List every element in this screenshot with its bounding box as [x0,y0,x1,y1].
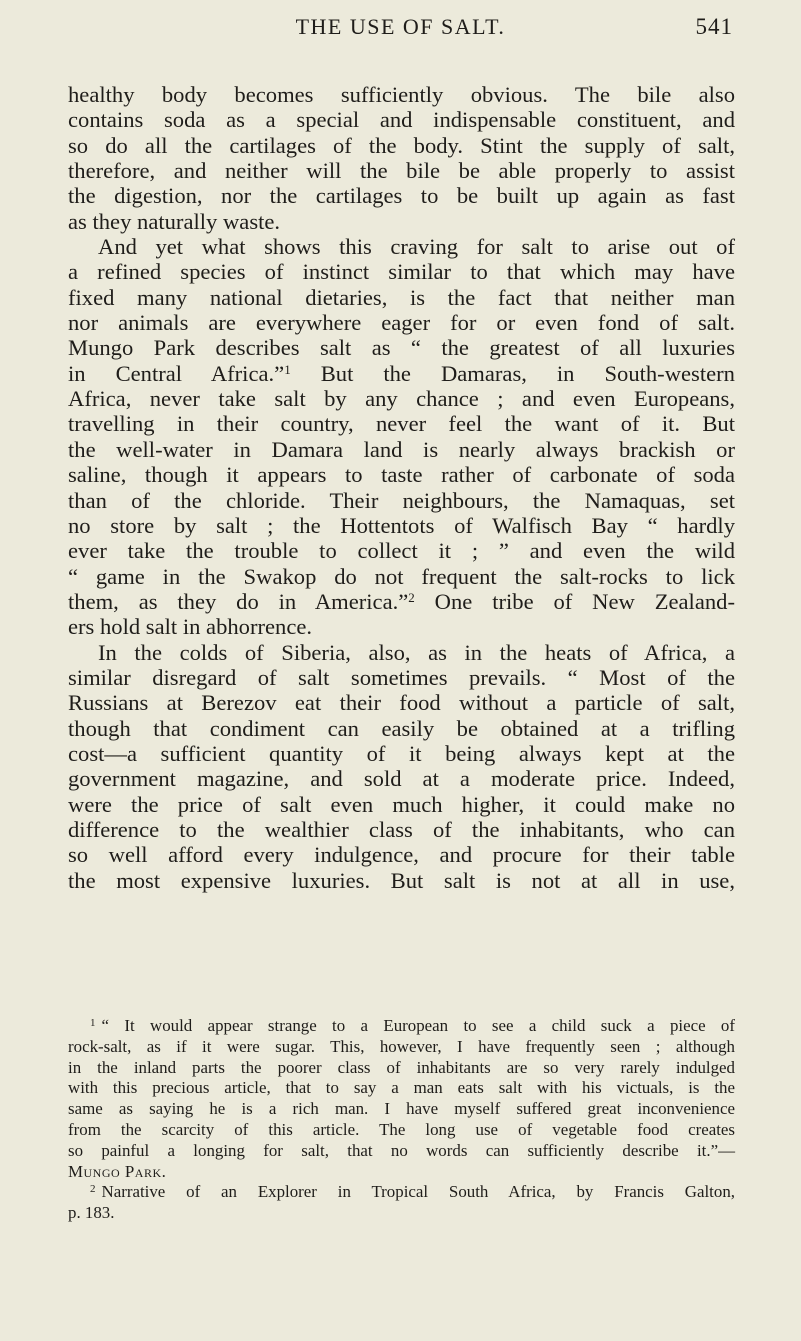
footnote-1-line [68,1016,735,1037]
text-line: therefore, and neither will the bile be able properly to assist [68,158,735,184]
text-segment: One tribe of New Zealand- [434,588,735,614]
text-line: healthy body becomes sufficiently obvious. The bile also [68,82,735,107]
footnote-1-line: same as saying he is a rich man. I have myself suffered great inconvenience [68,1099,735,1119]
text-line: as they naturally waste. [68,208,281,234]
footnotes [68,1016,735,1224]
text-segment: them, as they do in America.” [68,588,409,614]
text-line: ers hold salt in abhorrence. [68,614,313,640]
text-line: similar disregard of salt sometimes prevails. “ Most of the [68,664,735,690]
text-line: saline, though it appears to taste rather of carbonate of soda [68,462,735,488]
page-header [68,14,733,50]
text-line-with-footnote-1 [68,361,735,386]
footnote-1-line: rock-salt, as if it were sugar. This, however, I have frequently seen ; although [68,1036,735,1056]
text-line: Africa, never take salt by any chance ; and even Europeans, [68,386,735,412]
text-line: Mungo Park describes salt as “ the greatest of all luxuries [68,335,735,361]
page-number: 541 [695,14,733,39]
text-segment: in Central Africa.” [68,360,285,386]
text-segment: “ It would appear strange to a European to see a child suck a piece of [101,1016,735,1035]
footnote-ref-1: 1 [284,361,291,377]
text-line: so do all the cartilages of the body. Stint the supply of salt, [68,132,735,158]
text-line: nor animals are everywhere eager for or even fond of salt. [68,310,735,336]
footnote-1-attribution: Mungo Park. [68,1161,167,1181]
text-line: In the colds of Siberia, also, as in the heats of Africa, a [98,639,735,665]
text-line: travelling in their country, never feel the want of it. But [68,411,735,437]
text-line: though that condiment can easily be obtained at a trifling [68,715,735,741]
footnote-ref-2: 2 [408,589,415,605]
running-head: THE USE OF SALT. [295,14,506,39]
text-line: cost—a sufficient quantity of it being always kept at the [68,740,735,766]
text-segment: But the Damaras, in South-western [320,360,735,386]
footnote-2-marker: 2 [90,1183,96,1196]
text-line: contains soda as a special and indispensable constituent, and [68,107,735,133]
footnote-1-line: from the scarcity of this article. The long use of vegetable food creates [68,1119,735,1139]
text-line: difference to the wealthier class of the inhabitants, who can [68,816,735,842]
text-segment: Narrative of an Explorer in Tropical South Africa, by Francis Galton, [101,1182,735,1202]
text-line: no store by salt ; the Hottentots of Walfisch Bay “ hardly [68,512,735,538]
text-line: a refined species of instinct similar to that which may have [68,259,735,285]
text-line: so well afford every indulgence, and procure for their table [68,842,735,868]
footnote-1-line: with this precious article, that to say a man eats salt with his victuals, is the [68,1078,735,1098]
text-line: “ game in the Swakop do not frequent the salt-rocks to lick [68,563,735,589]
text-line: the well-water in Damara land is nearly always brackish or [68,436,735,462]
text-line: the most expensive luxuries. But salt is not at all in use, [68,867,735,893]
text-line: government magazine, and sold at a moderate price. Indeed, [68,766,735,792]
text-line: fixed many national dietaries, is the fact that neither man [68,284,735,310]
text-line: And yet what shows this craving for salt to arise out of [98,234,735,260]
text-line: the digestion, nor the cartilages to be built up again as fast [68,183,735,209]
text-line: Russians at Berezov eat their food without a particle of salt, [68,690,735,716]
text-line: were the price of salt even much higher, it could make no [68,791,735,817]
footnote-2-line [68,1182,735,1203]
footnote-1-line: in the inland parts the poorer class of inhabitants are so very rarely indulged [68,1057,735,1077]
footnote-1-line: so painful a longing for salt, that no words can sufficiently describe it.”— [68,1140,735,1160]
text-line: ever take the trouble to collect it ; ” and even the wild [68,538,735,564]
footnote-2-line: p. 183. [68,1203,115,1223]
body-text [68,82,735,893]
footnote-1-marker: 1 [90,1017,96,1029]
text-line: than of the chloride. Their neighbours, the Namaquas, set [68,487,735,513]
text-line-with-footnote-2 [68,589,735,614]
